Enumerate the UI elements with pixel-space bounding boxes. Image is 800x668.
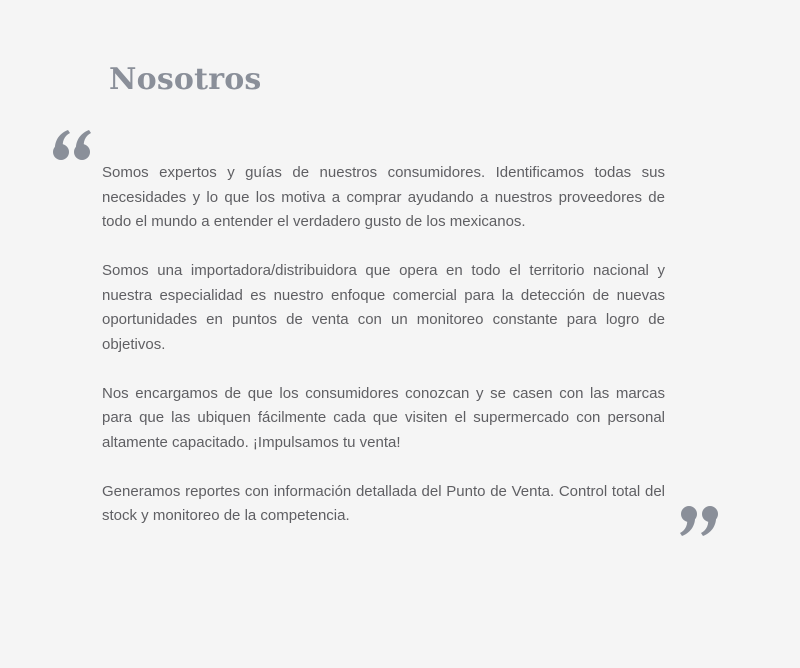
paragraph: Generamos reportes con información detallada del Punto de Venta. Control total del stock y monitoreo de la competencia. [102,482,665,524]
opening-quote-icon [52,118,94,164]
paragraph: Somos expertos y guías de nuestros consumidores. Identificamos todas sus necesidades y lo que los motiva a comprar ayudando a nuestros proveedores de todo el mundo a entender el verdadero gusto de los mexicanos. [102,164,665,230]
section-title: Nosotros [109,62,262,97]
paragraph: Somos una importadora/distribuidora que opera en todo el territorio nacional y nuestra especialidad es nuestro enfoque comercial para la detección de nuevas oportunidades en puntos de venta con un monitoreo constante para logro de objetivos. [102,262,665,353]
closing-quote-icon [677,502,719,548]
about-text [102,161,665,529]
paragraph: Nos encargamos de que los consumidores conozcan y se casen con las marcas para que las ubiquen fácilmente cada que visiten el supermercado con personal altamente capacitado. ¡Impulsamos tu venta! [102,384,665,451]
